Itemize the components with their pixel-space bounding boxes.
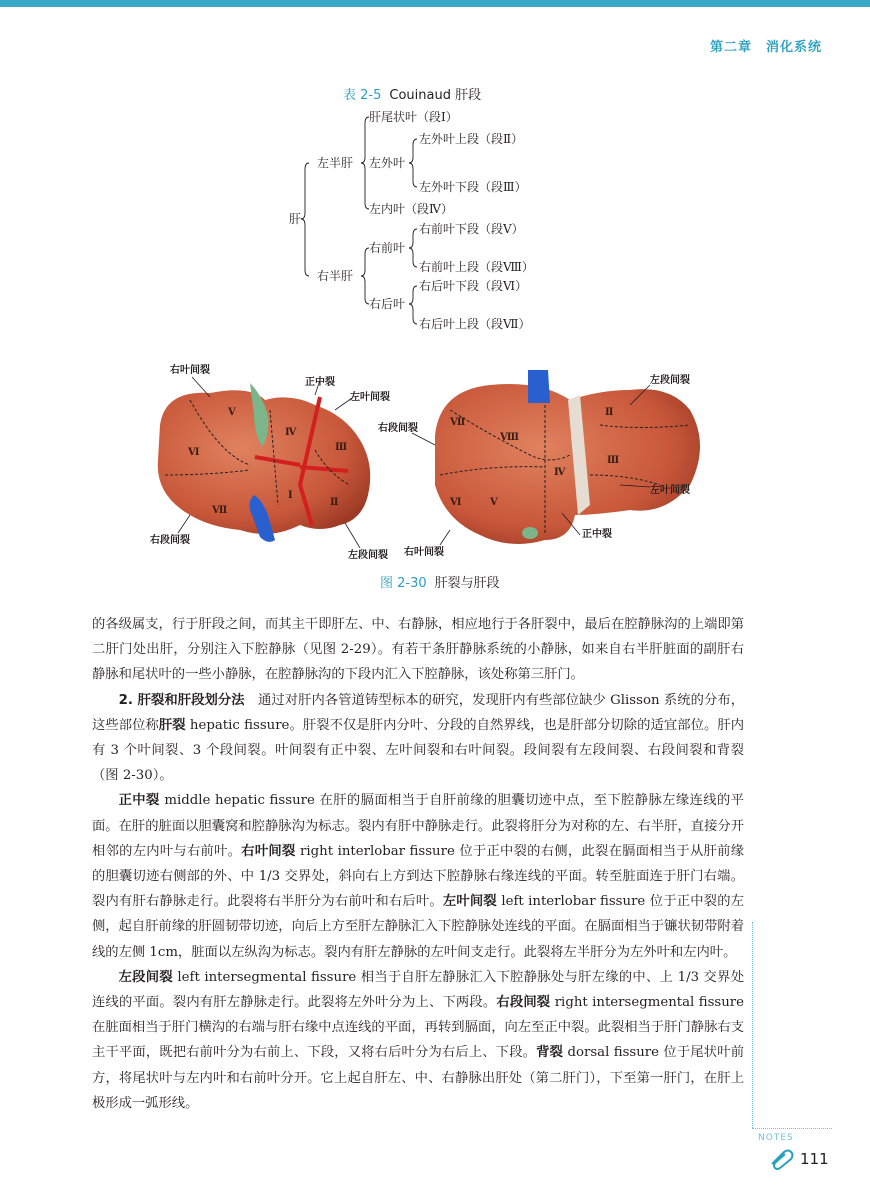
- tree-left-lateral-lower: 左外叶下段（段Ⅲ）: [419, 180, 527, 194]
- tree-root: 肝: [289, 212, 302, 226]
- term-right-segmental: 右段间裂: [496, 995, 551, 1011]
- tree-right-anterior-upper: 右前叶上段（段Ⅷ）: [419, 260, 534, 274]
- paragraph-1: 的各级属支，行于肝段之间，而其主干即肝左、中、右静脉，相应地行于各肝裂中，最后在腔静脉沟的上端即第二肝门处出肝，分别注入下腔静脉（见图 2-29）。有若干条肝静脉系统的小静脉，如来自右半肝脏面的副肝右静脉和尾状叶的一些小静脉，在腔静脉沟的下段内汇入下腔静脉，该处称第三肝门。: [92, 617, 744, 683]
- tree-right-posterior: 右后叶: [369, 297, 406, 311]
- term-hepatic-fissure: 肝裂: [158, 717, 186, 733]
- notes-divider: [752, 922, 753, 1128]
- seg-7-left: Ⅶ: [212, 505, 228, 516]
- term-dorsal-fissure: 背裂: [536, 1045, 564, 1061]
- tree-left-lateral: 左外叶: [369, 156, 406, 170]
- term-left-segmental: 左段间裂: [118, 969, 173, 985]
- seg-4-left: Ⅳ: [285, 427, 297, 438]
- p3-text-a: middle hepatic fissure 在肝的膈面相当于自肝前缘的胆囊切迹中点，至下腔静脉左缘连线的平面。在肝的脏面以胆囊窝和腔静脉沟为标志。裂内有肝中静脉走行。此裂将肝分为对称的左、右半肝，直接分开相邻的左内叶与右前叶。: [92, 793, 744, 859]
- notes-label: NOTES: [758, 1133, 794, 1143]
- paragraph-2: [92, 688, 744, 789]
- table-title: Couinaud 肝段: [389, 88, 482, 103]
- table-number: 表 2-5: [343, 88, 382, 103]
- seg-3-right: Ⅲ: [607, 455, 620, 466]
- label-right-segmental: 右段间裂: [150, 535, 190, 546]
- label-left-interlobar-b: 左叶间裂: [650, 485, 690, 496]
- paragraph-4: [92, 965, 744, 1116]
- tree-right-anterior: 右前叶: [369, 241, 406, 255]
- term-middle-fissure: 正中裂: [118, 793, 160, 809]
- couinaud-tree: [285, 105, 555, 345]
- notes-divider-horizontal: [752, 1128, 832, 1129]
- seg-2-right: Ⅱ: [605, 407, 614, 418]
- tree-right-posterior-upper: 右后叶上段（段Ⅶ）: [419, 317, 531, 331]
- label-median: 正中裂: [305, 377, 335, 388]
- label-right-segmental-b: 右段间裂: [378, 423, 418, 434]
- term-right-interlobar: 右叶间裂: [241, 843, 296, 859]
- figure-caption: [380, 572, 500, 591]
- seg-5-left: Ⅴ: [228, 407, 236, 418]
- chapter-title: 第二章 消化系统: [709, 40, 822, 55]
- tree-right-half: 右半肝: [317, 269, 354, 283]
- p2-text-a: 通过对肝内各管道铸型标本的研究，发现肝内有些部位缺少 Glisson 系统的分布，这些部位称: [92, 692, 745, 733]
- p3-text-b: right interlobar fissure 位于正中裂的右侧，此裂在膈面相当于从肝前缘的胆囊切迹右侧部的外、中 1/3 交界处，斜向右上方到达下腔静脉右缘连线的平面。转至脏面连于肝门右端。裂内有肝右静脉走行。此裂将右半肝分为右前叶和右后叶。: [92, 843, 744, 910]
- subheading: 2. 肝裂和肝段划分法: [118, 692, 245, 708]
- seg-6-left: Ⅵ: [188, 447, 200, 458]
- header-rule: [0, 0, 870, 7]
- p4-text-a: left intersegmental fissure 相当于自肝左静脉汇入下腔静脉处与肝左缘的中、上 1/3 交界处连线的平面。裂内有肝左静脉走行。此裂将左外叶分为上、下两段。: [92, 969, 745, 1011]
- label-right-interlobar-b: 右叶间裂: [404, 547, 444, 558]
- seg-4-right: Ⅳ: [554, 467, 566, 478]
- figure-title: 肝裂与肝段: [434, 576, 500, 591]
- seg-7-right: Ⅶ: [450, 417, 466, 428]
- tree-right-anterior-lower: 右前叶下段（段Ⅴ）: [419, 222, 524, 236]
- p3-text-c: left interlobar fissure 位于正中裂的左侧，起自肝前缘的肝圆韧带切迹，向后上方至肝左静脉汇入下腔静脉处连线的平面。在膈面相当于镰状韧带附着线的左侧 1cm，脏面以左纵沟为标志。裂内有肝左静脉的左叶间支走行。此裂将左半肝分为左外叶和左内叶。: [92, 894, 744, 960]
- tree-right-posterior-lower: 右后叶下段（段Ⅵ）: [419, 279, 528, 293]
- label-left-segmental-b: 左段间裂: [650, 375, 690, 386]
- label-left-interlobar: 左叶间裂: [350, 392, 390, 403]
- p4-text-c: dorsal fissure 位于尾状叶前方，将尾状叶与左内叶和右前叶分开。它上起自肝左、中、右静脉出肝处（第二肝门），下至第一肝门，在肝上极形成一弧形线。: [92, 1045, 745, 1111]
- table-caption: [343, 84, 481, 103]
- p2-text-b: hepatic fissure。肝裂不仅是肝内分叶、分段的自然界线，也是肝部分切除的适宜部位。肝内有 3 个叶间裂、3 个段间裂。叶间裂有正中裂、左叶间裂和右叶间裂。段间裂有左段间裂、右段间裂和背裂（图 2-30）。: [92, 717, 745, 784]
- label-left-segmental: 左段间裂: [348, 550, 388, 561]
- paperclip-icon: [768, 1148, 794, 1170]
- liver-right-image: [435, 370, 700, 544]
- liver-illustration: [150, 355, 720, 570]
- label-median-b: 正中裂: [582, 529, 612, 540]
- liver-left-image: [158, 383, 370, 542]
- p4-text-b: right intersegmental fissure 在脏面相当于肝门横沟的右端与肝右缘中点连线的平面，再转到膈面，向左至正中裂。此裂相当于肝门静脉右支主干平面，既把右前叶分为右前上、下段，又将右后叶分为右后上、下段。: [92, 995, 745, 1061]
- tree-left-medial: 左内叶（段Ⅳ）: [369, 202, 453, 216]
- page-number: 111: [800, 1150, 829, 1168]
- tree-caudate: 肝尾状叶（段Ⅰ）: [369, 110, 458, 124]
- tree-left-lateral-upper: 左外叶上段（段Ⅱ）: [419, 132, 524, 146]
- seg-5-right: Ⅴ: [490, 497, 498, 508]
- body-text: [92, 612, 744, 1116]
- seg-1-left: Ⅰ: [288, 490, 293, 501]
- term-left-interlobar: 左叶间裂: [442, 894, 497, 910]
- seg-8-right: Ⅷ: [500, 432, 519, 443]
- label-right-interlobar: 右叶间裂: [170, 365, 210, 376]
- liver-figure: [150, 355, 720, 570]
- tree-left-half: 左半肝: [317, 156, 354, 170]
- seg-2-left: Ⅱ: [330, 497, 339, 508]
- seg-3-left: Ⅲ: [335, 442, 348, 453]
- paragraph-3: [92, 788, 744, 964]
- figure-number: 图 2-30: [380, 576, 427, 591]
- seg-6-right: Ⅵ: [450, 497, 462, 508]
